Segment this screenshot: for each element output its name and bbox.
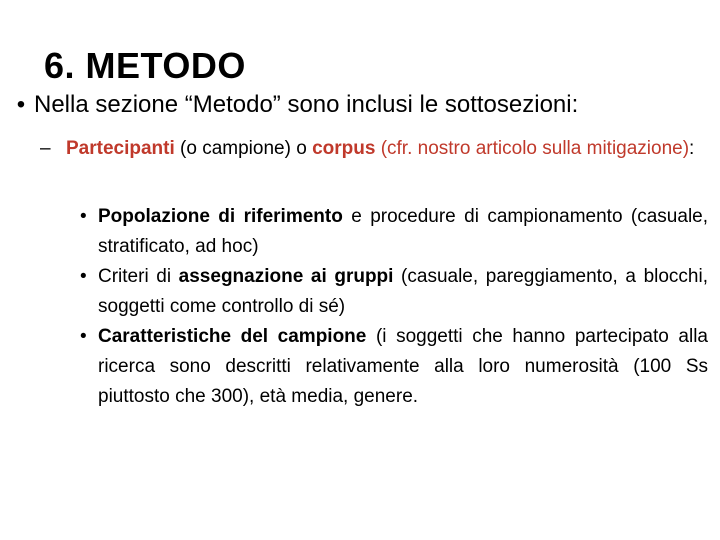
item-text: (i soggetti che hanno partecipato alla ricerca sono descritti relativamente alla loro numerosità (100 Ss piuttosto che 300), età media, genere. [98,326,708,407]
sub-bullet [40,136,708,162]
bullet-marker: • [16,91,26,118]
bullet-marker: • [80,266,87,287]
sub-text-part5: : [689,138,695,159]
partecipanti-term: Partecipanti [66,138,175,159]
item-term: assegnazione ai gruppi [178,266,394,287]
item-text: e procedure di campionamento (casuale, stratificato, ad hoc) [98,206,709,257]
corpus-term: corpus [312,138,376,159]
item-term: Caratteristiche del campione [98,326,367,347]
sub-text-part2: (o campione) o [174,138,313,159]
bullet-level1 [8,90,708,120]
list-item [76,322,708,412]
list-item [76,202,708,262]
dash-marker: – [40,138,51,159]
bullet-marker: • [80,206,87,227]
slide-title: 6. METODO [44,45,246,86]
sub-text-part4: (cfr. nostro articolo sulla mitigazione) [375,138,690,159]
item-prefix: Criteri di [98,266,179,287]
bullet-marker: • [80,326,87,347]
item-term: Popolazione di riferimento [98,206,343,227]
bullet-level1-text: Nella sezione “Metodo” sono inclusi le sottosezioni: [34,91,579,118]
list-item [76,262,708,322]
sub-bullet-text [48,136,708,162]
item-text: (casuale, pareggiamento, a blocchi, soggetti come controllo di sé) [98,266,708,317]
sub-sub-list [76,202,708,412]
